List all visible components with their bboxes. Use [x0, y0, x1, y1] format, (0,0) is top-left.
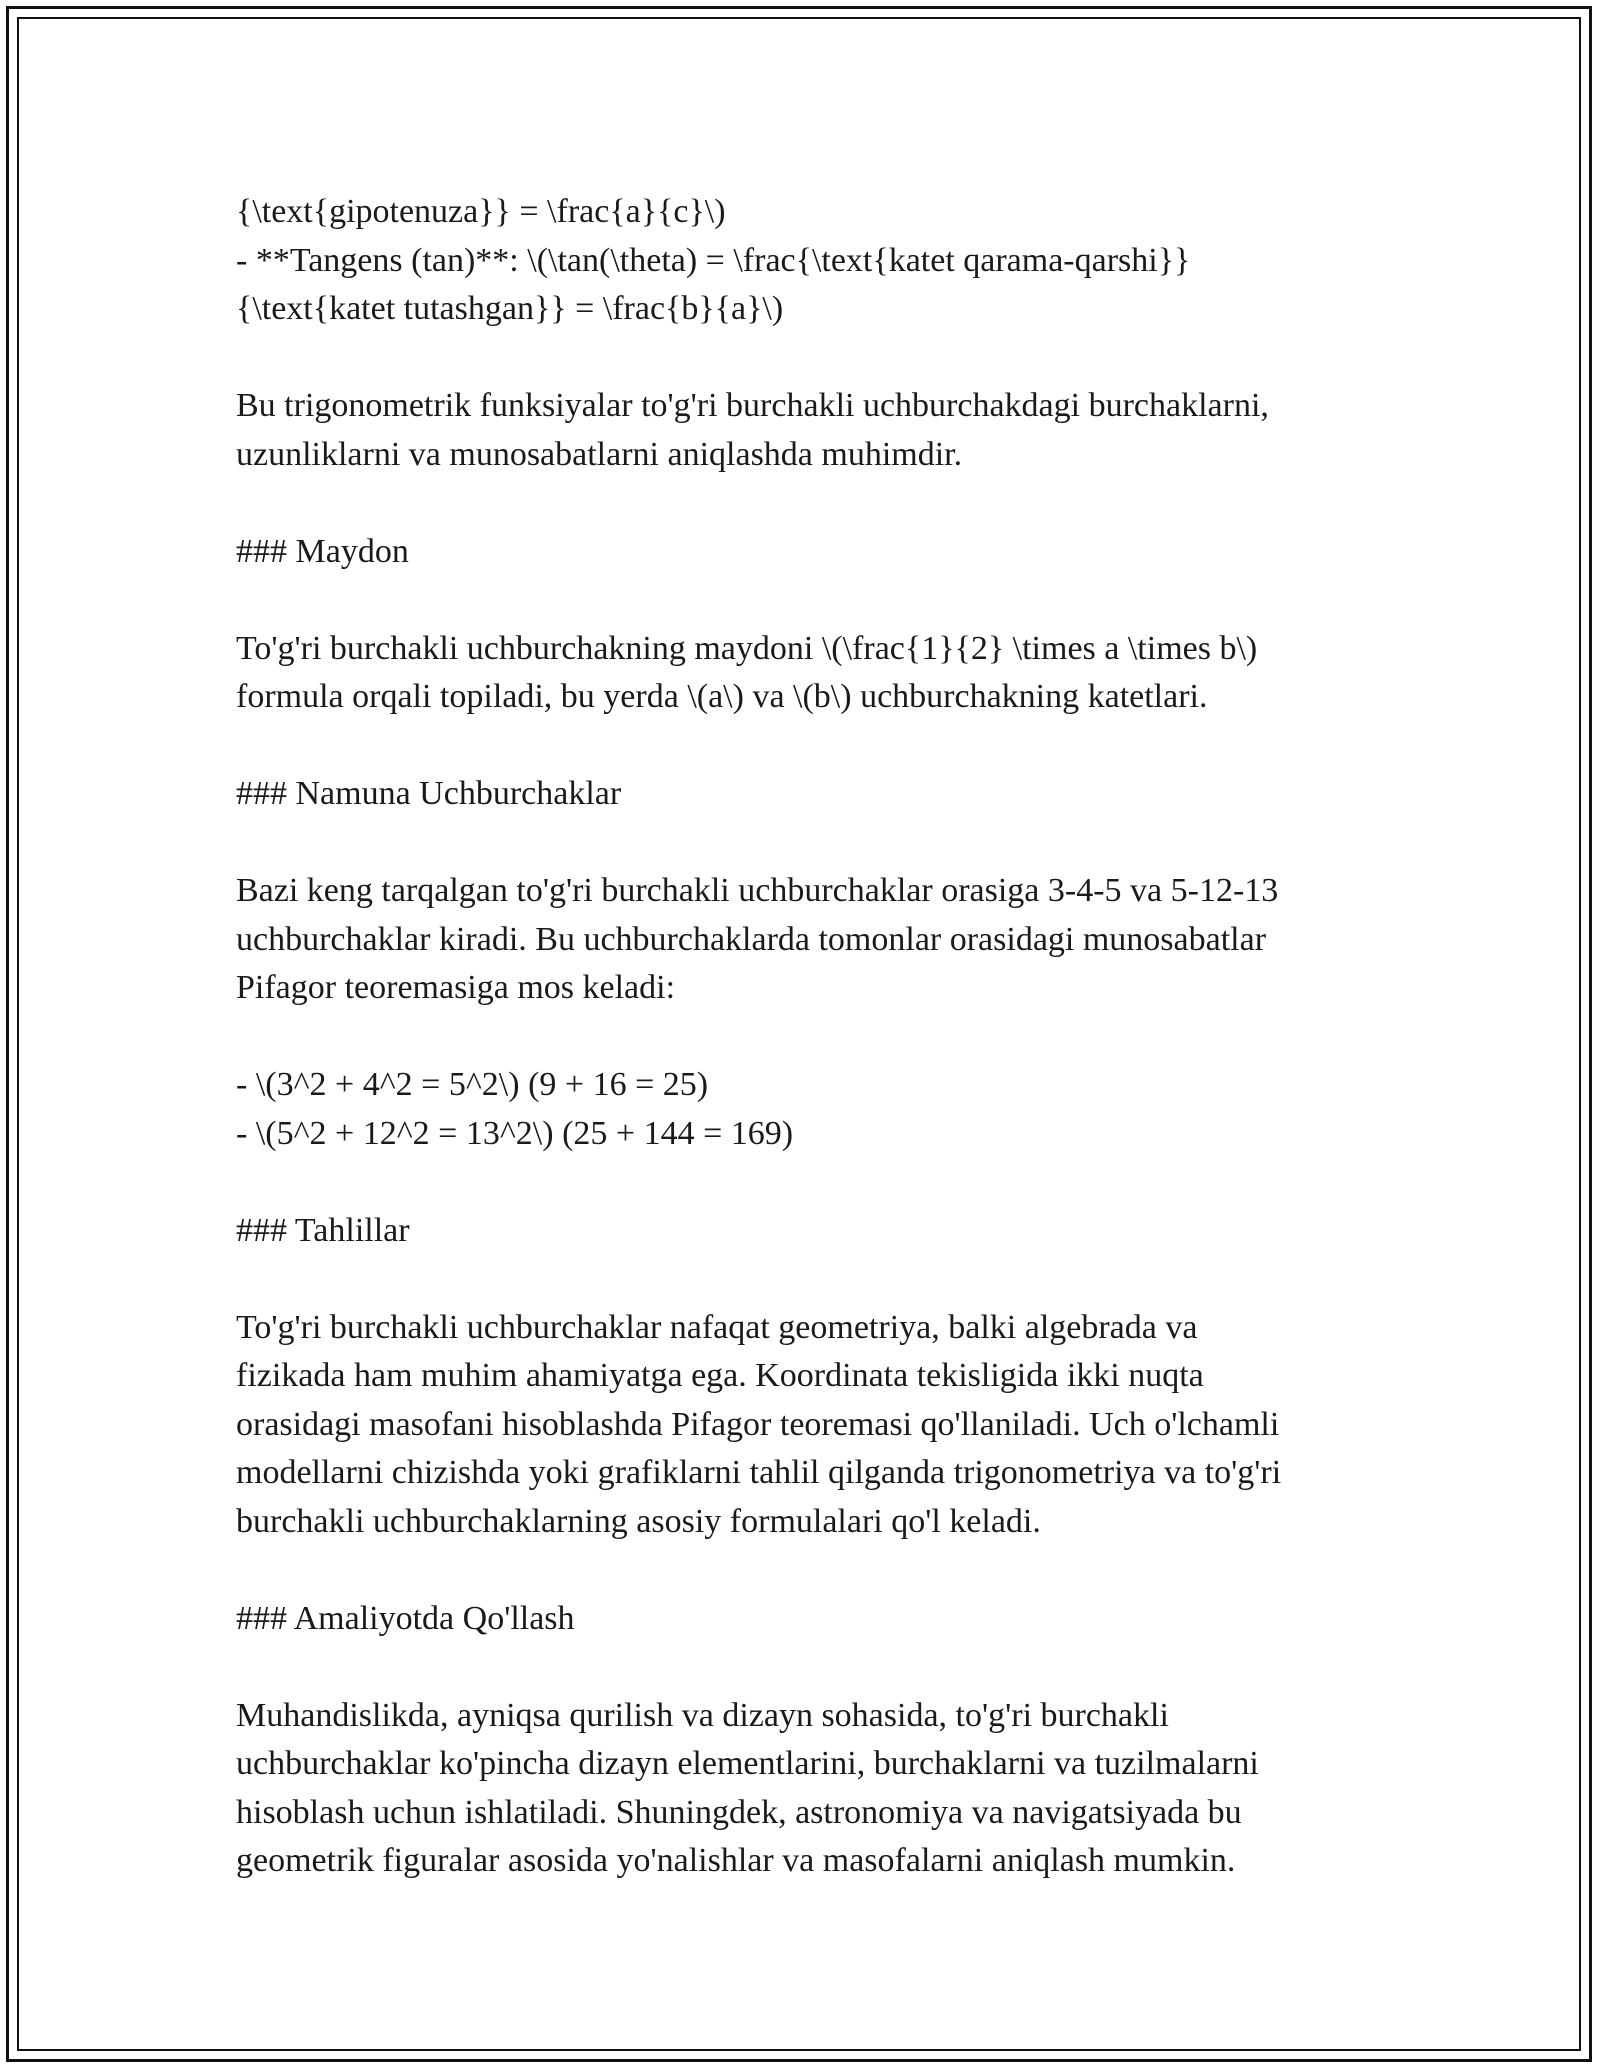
- paragraph: [236, 1061, 1386, 1158]
- text-line: uchburchaklar ko'pincha dizayn elementlarini, burchaklarni va tuzilmalarni: [236, 1745, 1259, 1782]
- text-line: ### Namuna Uchburchaklar: [236, 775, 622, 812]
- paragraph: [236, 1304, 1386, 1547]
- text-line: ### Tahlillar: [236, 1211, 410, 1249]
- paragraph: [236, 188, 1386, 334]
- text-line: ### Amaliyotda Qo'llash: [236, 1599, 575, 1637]
- text-line: To'g'ri burchakli uchburchaklar nafaqat geometriya, balki algebrada va: [236, 1308, 1198, 1346]
- text-line: - **Tangens (tan)**: \(\tan(\theta) = \frac{\text{katet qarama-qarshi}}: [236, 241, 1191, 279]
- section-heading: [236, 528, 1386, 577]
- text-line: Bu trigonometrik funksiyalar to'g'ri burchakli uchburchakdagi burchaklarni,: [236, 387, 1269, 424]
- text-line: uzunliklarni va munosabatlarni aniqlashda muhimdir.: [236, 435, 963, 473]
- text-line: - \(5^2 + 12^2 = 13^2\) (25 + 144 = 169): [236, 1114, 794, 1152]
- text-line: Muhandislikda, ayniqsa qurilish va dizayn sohasida, to'g'ri burchakli: [236, 1696, 1169, 1734]
- text-line: burchakli uchburchaklarning asosiy formulalari qo'l keladi.: [236, 1502, 1041, 1540]
- paragraph: [236, 1692, 1386, 1886]
- section-heading: [236, 1595, 1386, 1644]
- paragraph: [236, 867, 1386, 1013]
- text-line: geometrik figuralar asosida yo'nalishlar va masofalarni aniqlash mumkin.: [236, 1842, 1236, 1879]
- text-line: uchburchaklar kiradi. Bu uchburchaklarda tomonlar orasidagi munosabatlar: [236, 920, 1267, 958]
- text-line: hisoblash uchun ishlatiladi. Shuningdek, astronomiya va navigatsiyada bu: [236, 1793, 1242, 1831]
- section-heading: [236, 770, 1386, 819]
- text-line: {\text{katet tutashgan}} = \frac{b}{a}\): [236, 290, 784, 327]
- text-line: Pifagor teoremasiga mos keladi:: [236, 969, 676, 1006]
- text-line: ### Maydon: [236, 532, 409, 570]
- text-line: - \(3^2 + 4^2 = 5^2\) (9 + 16 = 25): [236, 1066, 709, 1103]
- text-line: {\text{gipotenuza}} = \frac{a}{c}\): [236, 193, 726, 230]
- text-line: formula orqali topiladi, bu yerda \(a\) va \(b\) uchburchakning katetlari.: [236, 678, 1208, 715]
- text-line: fizikada ham muhim ahamiyatga ega. Koordinata tekisligida ikki nuqta: [236, 1357, 1204, 1394]
- text-line: orasidagi masofani hisoblashda Pifagor teoremasi qo'llaniladi. Uch o'lchamli: [236, 1405, 1280, 1443]
- paragraph: [236, 625, 1386, 722]
- section-heading: [236, 1207, 1386, 1256]
- text-line: Bazi keng tarqalgan to'g'ri burchakli uchburchaklar orasiga 3-4-5 va 5-12-13: [236, 872, 1279, 909]
- paragraph: [236, 382, 1386, 479]
- document-body: [236, 188, 1386, 1886]
- text-line: modellarni chizishda yoki grafiklarni tahlil qilganda trigonometriya va to'g'ri: [236, 1454, 1282, 1491]
- text-line: To'g'ri burchakli uchburchakning maydoni \(\frac{1}{2} \times a \times b\): [236, 629, 1258, 667]
